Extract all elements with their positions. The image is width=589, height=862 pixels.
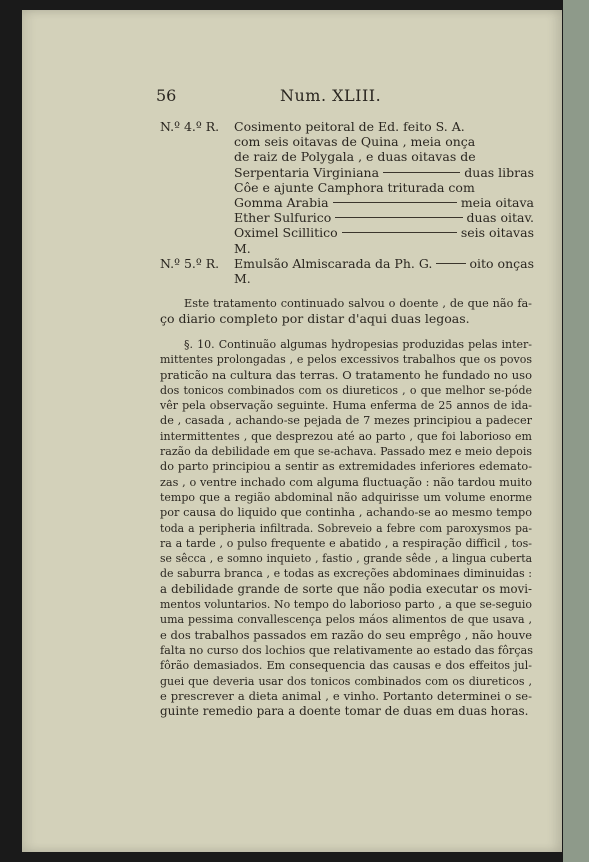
text-line: tempo que a região abdominal não adquirisse um volume enorme <box>160 490 532 504</box>
text-line: por causa do liquido que continha , achando-se ao mesmo tempo <box>160 506 532 520</box>
text-line: mittentes prolongadas , e pelos excessivos trabalhos que os povos <box>160 353 532 367</box>
running-title: Num. XLIII. <box>280 86 382 105</box>
text-line: ço diario completo por distar d'aqui duas legoas. <box>160 311 470 327</box>
adjacent-page-edge <box>563 0 589 862</box>
text-line: ra a tarde , o pulso frequente e abatido , a respiração difficil , tos- <box>160 536 532 550</box>
ingredient-line: Côe e ajunte Camphora triturada com <box>234 179 475 195</box>
ingredient-name: Emulsão Almiscarada da Ph. G. <box>234 256 433 271</box>
text-line: do parto principiou a sentir as extremidades inferiores edemato- <box>160 460 532 474</box>
paragraph-section-10 <box>160 337 532 719</box>
text-line: fôrão demasiados. Em consequencia das causas e dos effeitos jul- <box>160 659 532 673</box>
ingredient-name: Oximel Scillitico <box>234 225 338 241</box>
text-line: uma pessima convallescença pelos máos alimentos de que usava , <box>160 613 532 627</box>
dotted-rule <box>342 232 457 233</box>
ingredient-dose: oito onças <box>469 256 534 271</box>
text-line: se sêcca , e somno inquieto , fastio , grande sêde , a lingua cuberta <box>160 552 532 566</box>
dotted-rule <box>333 202 457 203</box>
prescription-label: N.º 4.º R. <box>160 119 220 134</box>
text-line: vêr pela observação seguinte. Huma enferma de 25 annos de ida- <box>160 399 532 413</box>
text-line: e prescrever a dieta animal , e vinho. Portanto determinei o se- <box>160 688 532 703</box>
text-line: e dos trabalhos passados em razão do seu emprêgo , não houve <box>160 627 532 642</box>
ingredient-dose: seis oitavas <box>460 225 534 241</box>
misce-mark: M. <box>234 271 251 287</box>
prescription-line: Cosimento peitoral de Ed. feito S. A. <box>234 119 465 134</box>
text-line: praticão na cultura das terras. O tratamento he fundado no uso <box>160 367 532 382</box>
text-line: razão da debilidade em que se-achava. Passado mez e meio depois <box>160 445 532 459</box>
text-line: zas , o ventre inchado com alguma fluctuação : não tardou muito <box>160 475 532 489</box>
text-line: Este tratamento continuado salvou o doente , de que não fa- <box>184 297 532 310</box>
page-number: 56 <box>156 86 177 105</box>
ingredient-line <box>234 256 534 271</box>
text-line: §. 10. Continuão algumas hydropesias produzidas pelas inter- <box>184 338 532 351</box>
ingredient-line <box>234 165 534 180</box>
text-line: de , casada , achando-se pejada de 7 mezes principiou a padecer <box>160 414 532 428</box>
paragraph-outcome <box>160 296 532 327</box>
ingredient-name: Gomma Arabia <box>234 194 329 210</box>
misce-mark: M. <box>234 240 251 256</box>
text-line: guei que deveria usar dos tonicos combinados com os diureticos , <box>160 674 532 688</box>
text-line: guinte remedio para a doente tomar de duas em duas horas. <box>160 704 529 719</box>
ingredient-line <box>234 195 534 210</box>
text-line: mentos voluntarios. No tempo do laborioso parto , a que se-seguio <box>160 598 532 612</box>
text-line: a debilidade grande de sorte que não podia executar os movi- <box>160 581 532 596</box>
text-line: de saburra branca , e todas as excreções abdominaes diminuidas : <box>160 567 532 581</box>
text-line: intermittentes , que desprezou até ao parto , que foi laborioso em <box>160 429 532 443</box>
text-line: toda a peripheria infiltrada. Sobreveio a febre com paroxysmos pa- <box>160 521 532 535</box>
ingredient-dose: meia oitava <box>460 194 534 210</box>
ingredient-dose: duas oitav. <box>466 210 534 226</box>
text-line: dos tonicos combinados com os diureticos , o que melhor se-póde <box>160 383 532 397</box>
ingredient-line <box>234 210 534 225</box>
dotted-rule <box>436 263 465 264</box>
prescription-line: de raiz de Polygala , e duas oitavas de <box>234 149 476 165</box>
ingredient-line <box>234 225 534 240</box>
prescription-label: N.º 5.º R. <box>160 256 220 271</box>
text-line: falta no curso dos lochios que relativamente ao estado das fôrças <box>160 643 534 657</box>
dotted-rule <box>335 217 462 218</box>
prescription-line: com seis oitavas de Quina , meia onça <box>234 134 476 150</box>
ingredient-name: Ether Sulfurico <box>234 210 332 226</box>
dotted-rule <box>383 172 460 173</box>
ingredient-name: Serpentaria Virginiana <box>234 164 380 180</box>
page-header <box>156 86 536 108</box>
ingredient-dose: duas libras <box>464 164 534 180</box>
